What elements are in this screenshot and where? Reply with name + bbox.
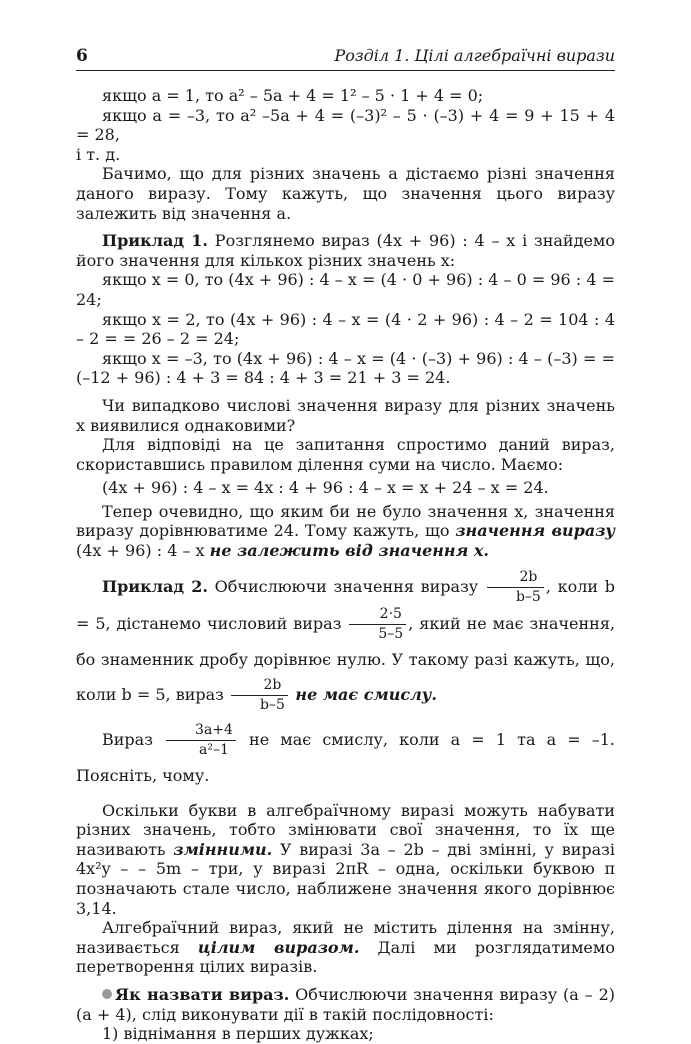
numerator: 2b (487, 569, 544, 588)
text-run: Обчислюючи значення виразу (207, 576, 485, 596)
text-run: , коли b = 5, дістанемо числовий вираз (76, 576, 615, 633)
page-content (76, 86, 615, 1044)
denominator: b–5 (259, 696, 285, 713)
text-run: У виразі 3a – 2b – дві змінні, у виразі 4x²y – – 5m – три, у виразі 2πR – одна, оскільки буквою π позначають стале число, наближене значення якого дорівнює 3,14. (76, 839, 615, 918)
fraction (349, 606, 406, 643)
running-title: Розділ 1. Цілі алгебраїчні вирази (334, 46, 615, 65)
example-2 (76, 569, 615, 714)
emphasis: не має смислу. (289, 684, 437, 704)
example-label: Приклад 1. (102, 231, 209, 251)
fraction (231, 677, 288, 714)
example-text: Розглянемо вираз (4x + 96) : 4 – x і знайдемо його значення для кількох різних значень x: (76, 231, 615, 270)
text-run: Оскільки букви в алгебраїчному виразі можуть набувати різних значень, тобто змінювати свої значення, то їх ще називають (76, 800, 615, 859)
bullet-icon (102, 989, 112, 999)
paragraph (76, 918, 615, 977)
formula: (4x + 96) : 4 – x = 4x : 4 + 96 : 4 – x = x + 24 – x = 24. (102, 478, 549, 498)
paragraph: Чи випадково числові значення виразу для різних значень x виявилися однаковими? (76, 395, 615, 435)
fraction (166, 722, 236, 759)
denominator: 5–5 (378, 625, 404, 642)
text-run: , який не має значення, бо знаменник дробу дорівнює нулю. У такому разі кажуть, що, коли b = 5, вираз (76, 613, 615, 704)
text-run: Тепер очевидно, що яким би не було значення x, значення виразу дорівнюватиме 24. Тому кажуть, що (76, 501, 615, 541)
list-item: 1) віднімання в перших дужках; (102, 1024, 374, 1044)
paragraph (76, 801, 615, 919)
emphasis: цілим виразом. (197, 937, 360, 957)
example-line: якщо x = 2, то (4x + 96) : 4 – x = (4 · 2 + 96) : 4 – 2 = 104 : 4 – 2 = = 26 – 2 = 24; (76, 309, 615, 349)
emphasis: не залежить від значення x. (209, 541, 489, 561)
numerator: 2·5 (349, 606, 406, 625)
header-rule (76, 70, 615, 71)
example-line: якщо x = 0, то (4x + 96) : 4 – x = (4 · 0 + 96) : 4 – 0 = 96 : 4 = 24; (76, 270, 615, 309)
emphasis: змінними. (173, 839, 273, 859)
fraction (487, 569, 544, 606)
text-run: не має смислу, коли a = 1 та a = –1. Поясніть, чому. (76, 729, 616, 785)
text-run: Вираз (102, 729, 165, 749)
paragraph (76, 502, 615, 561)
example-line: якщо x = –3, то (4x + 96) : 4 – x = (4 · (–3) + 96) : 4 – (–3) = = (–12 + 96) : 4 + 3 = 84 : 4 + 3 = 21 + 3 = 24. (76, 348, 615, 388)
text-run: (4x + 96) : 4 – x (76, 541, 210, 561)
denominator: b–5 (515, 588, 541, 605)
numerator: 3a+4 (166, 722, 236, 741)
text-run: Обчислюючи значення виразу (a – 2)(a + 4), слід виконувати дії в такій послідовності: (76, 985, 615, 1024)
paragraph: Бачимо, що для різних значень a дістаємо різні значення даного виразу. Тому кажуть, що значення цього виразу залежить від значення a. (76, 164, 615, 223)
numerator: 2b (231, 677, 288, 696)
text-run: Алгебраїчний вираз, який не містить ділення на змінну, називається (76, 918, 615, 957)
example-1 (76, 231, 615, 270)
page-number: 6 (76, 46, 88, 66)
paragraph: Для відповіді на це запитання спростимо даний вираз, скориставшись правилом ділення суми на число. Маємо: (76, 435, 615, 474)
section-paragraph (76, 985, 615, 1024)
example-line: і т. д. (76, 144, 121, 164)
denominator: a²–1 (199, 741, 229, 758)
text-run: Далі ми розглядатимемо перетворення цілих виразів. (76, 937, 615, 977)
emphasis: значення виразу (455, 521, 616, 541)
example-line: якщо a = –3, то a² –5a + 4 = (–3)² – 5 · (–3) + 4 = 9 + 15 + 4 = 28, (76, 105, 615, 145)
section-heading: Як назвати вираз. (115, 985, 290, 1004)
question (76, 722, 615, 793)
example-label: Приклад 2. (102, 576, 208, 596)
example-line: якщо a = 1, то a² – 5a + 4 = 1² – 5 · 1 + 4 = 0; (102, 86, 484, 105)
